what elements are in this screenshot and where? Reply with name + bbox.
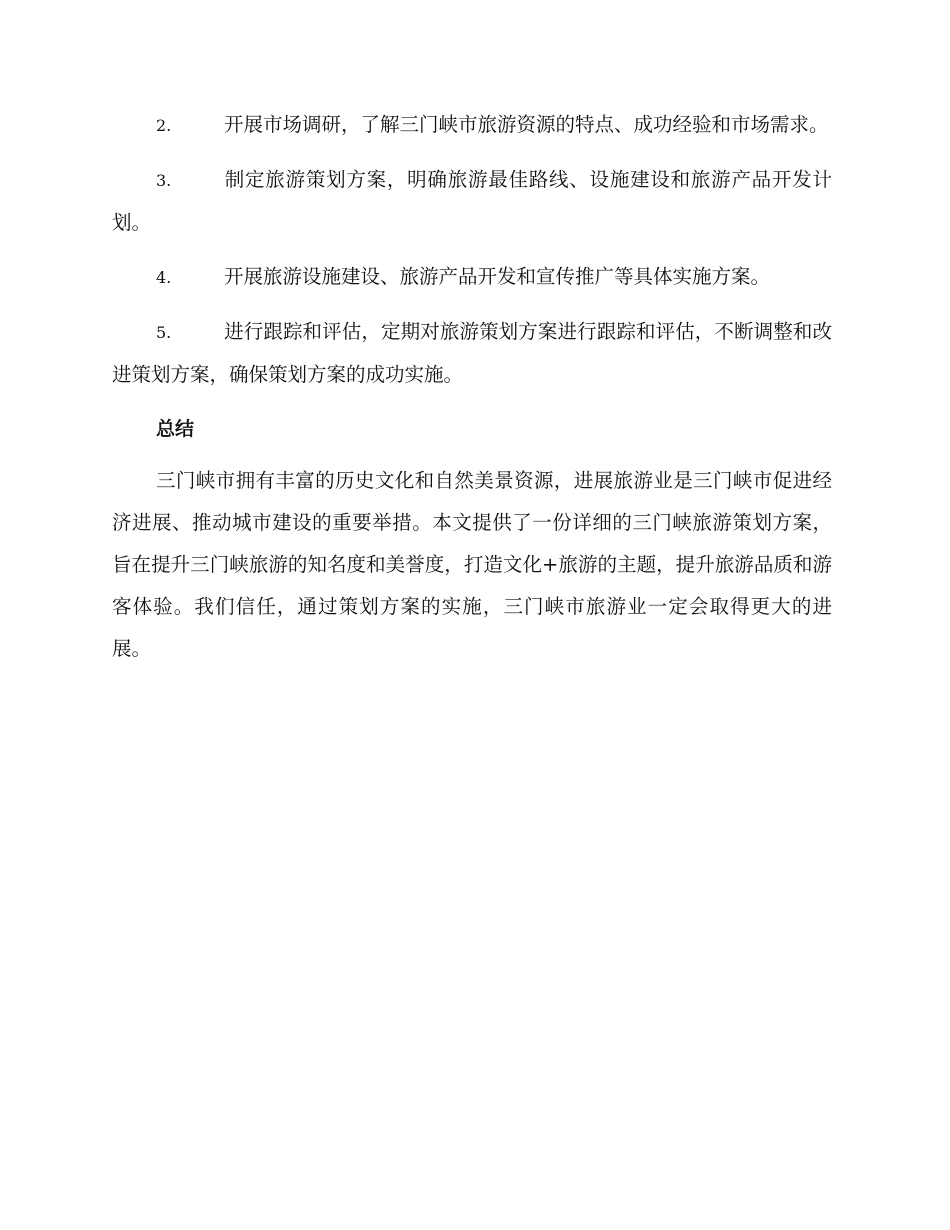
summary-heading: 总结 — [156, 418, 195, 440]
list-item — [112, 159, 832, 244]
list-item-text: 开展旅游设施建设、旅游产品开发和宣传推广等具体实施方案。 — [224, 265, 771, 288]
list-item-number: 4. — [156, 268, 172, 287]
document-page — [112, 104, 832, 670]
list-item — [112, 256, 832, 299]
list-item — [112, 311, 832, 396]
summary-paragraph: 三门峡市拥有丰富的历史文化和自然美景资源，进展旅游业是三门峡市促进经济进展、推动城市建设的重要举措。本文提供了一份详细的三门峡旅游策划方案，旨在提升三门峡旅游的知名度和美誉度，打造文化+旅游的主题，提升旅游品质和游客体验。我们信任，通过策划方案的实施，三门峡市旅游业一定会取得更大的进展。 — [112, 469, 832, 660]
list-item-number: 2. — [156, 116, 172, 135]
list-item-text: 进行跟踪和评估，定期对旅游策划方案进行跟踪和评估，不断调整和改进策划方案，确保策划方案的成功实施。 — [112, 320, 832, 386]
list-item-text: 开展市场调研，了解三门峡市旅游资源的特点、成功经验和市场需求。 — [224, 113, 829, 136]
list-item — [112, 104, 832, 147]
step-list — [112, 104, 832, 396]
list-item-number: 3. — [156, 171, 172, 190]
list-item-number: 5. — [156, 323, 172, 342]
list-item-text: 制定旅游策划方案，明确旅游最佳路线、设施建设和旅游产品开发计划。 — [112, 168, 832, 234]
